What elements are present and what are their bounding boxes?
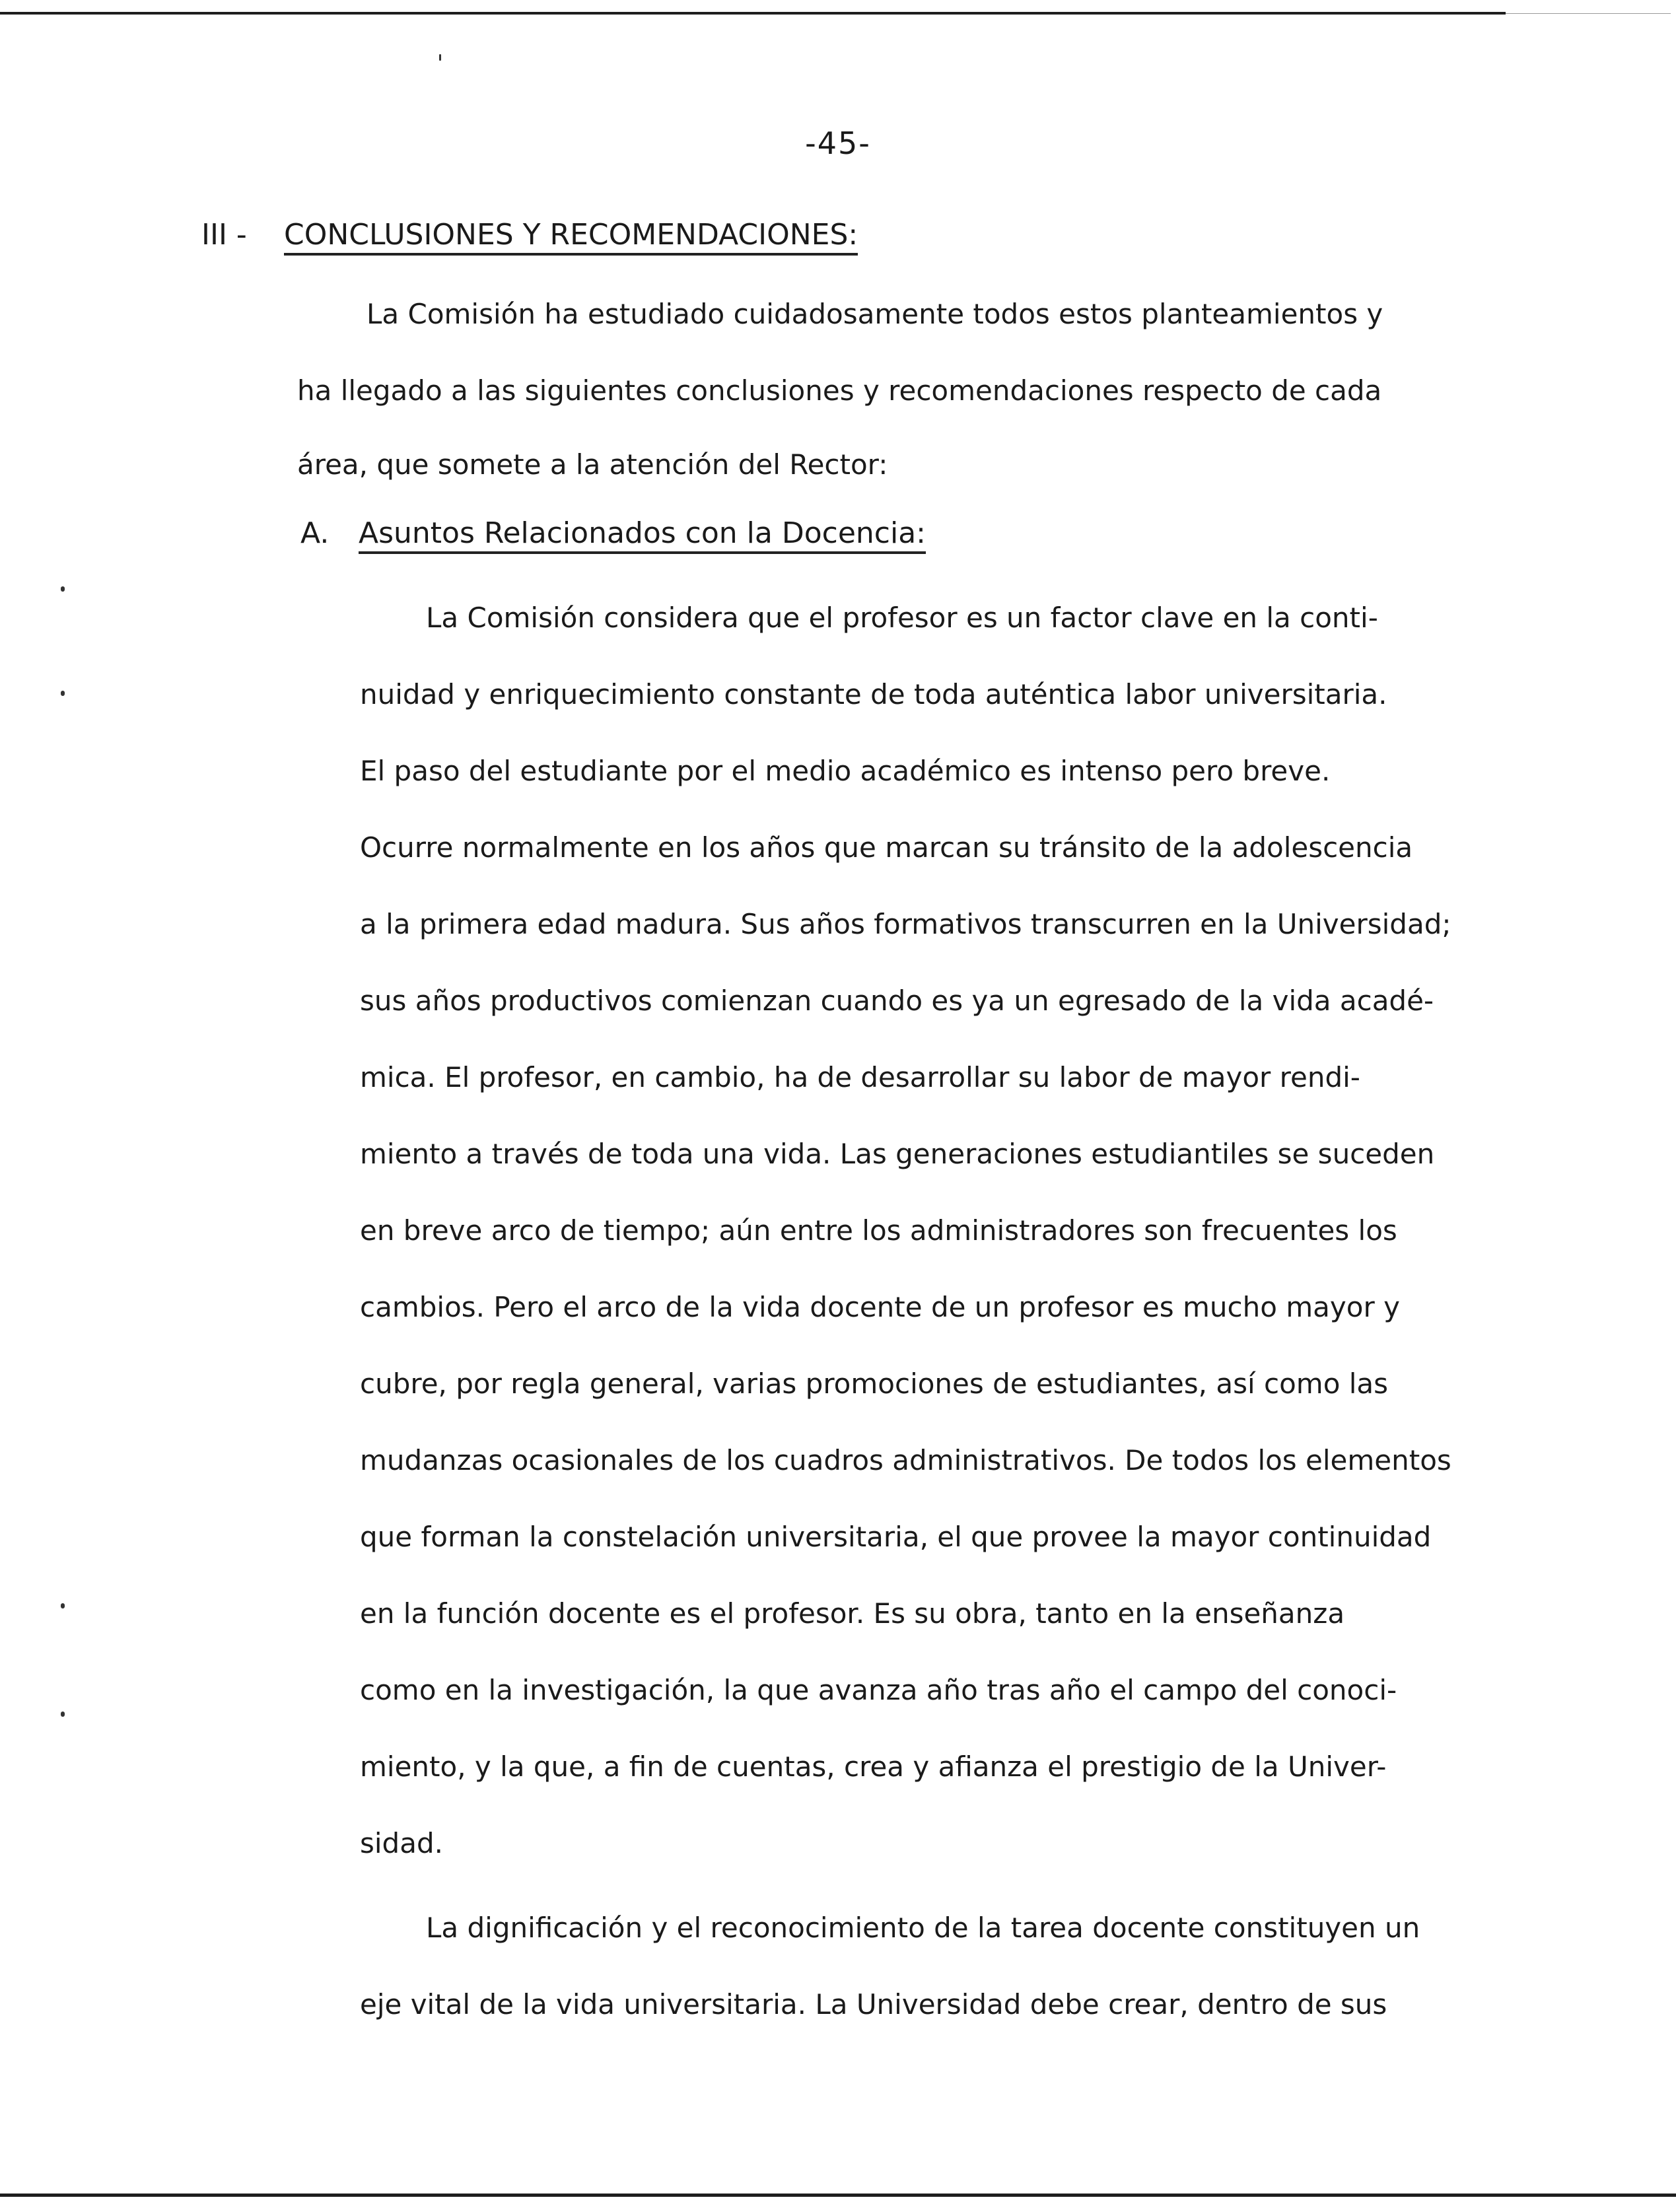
paragraph-line: El paso del estudiante por el medio académico es intenso pero breve. [360, 755, 1331, 787]
punch-hole-mark [61, 691, 65, 696]
paragraph-line: La Comisión considera que el profesor es un factor clave en la conti- [426, 602, 1378, 634]
section-heading [201, 218, 858, 256]
section-numeral: III - [201, 218, 247, 252]
bottom-border-rule [0, 2194, 1676, 2197]
paragraph-line: sidad. [360, 1827, 443, 1859]
paragraph-line: La dignificación y el reconocimiento de la tarea docente constituyen un [426, 1912, 1420, 1944]
paragraph-line: en breve arco de tiempo; aún entre los administradores son frecuentes los [360, 1214, 1397, 1247]
paragraph-line: a la primera edad madura. Sus años formativos transcurren en la Universidad; [360, 908, 1451, 940]
page-number: -45- [805, 125, 871, 161]
intro-line: área, que somete a la atención del Rector: [297, 448, 888, 481]
paragraph-line: miento, y la que, a fin de cuentas, crea y afianza el prestigio de la Univer- [360, 1750, 1387, 1783]
scan-speck [439, 54, 441, 61]
paragraph-line: miento a través de toda una vida. Las generaciones estudiantiles se suceden [360, 1138, 1435, 1170]
paragraph-line: eje vital de la vida universitaria. La Universidad debe crear, dentro de sus [360, 1988, 1387, 2021]
paragraph-line: mica. El profesor, en cambio, ha de desarrollar su labor de mayor rendi- [360, 1061, 1360, 1093]
top-border-rule-tail [1506, 13, 1671, 14]
paragraph-line: cubre, por regla general, varias promociones de estudiantes, así como las [360, 1367, 1389, 1400]
top-border-rule [0, 12, 1506, 15]
paragraph-line: nuidad y enriquecimiento constante de toda auténtica labor universitaria. [360, 678, 1387, 710]
punch-hole-mark [61, 1711, 65, 1717]
paragraph-line: Ocurre normalmente en los años que marcan su tránsito de la adolescencia [360, 831, 1413, 864]
punch-hole-mark [61, 1603, 65, 1608]
paragraph-line: cambios. Pero el arco de la vida docente de un profesor es mucho mayor y [360, 1291, 1400, 1323]
paragraph-line: sus años productivos comienzan cuando es ya un egresado de la vida acadé- [360, 985, 1434, 1017]
subsection-letter: A. [300, 516, 330, 550]
punch-hole-mark [61, 586, 65, 592]
paragraph-line: en la función docente es el profesor. Es su obra, tanto en la enseñanza [360, 1597, 1345, 1630]
paragraph-line: que forman la constelación universitaria, el que provee la mayor continuidad [360, 1521, 1432, 1553]
subsection-title: Asuntos Relacionados con la Docencia: [359, 516, 926, 554]
paragraph-line: mudanzas ocasionales de los cuadros administrativos. De todos los elementos [360, 1444, 1451, 1476]
intro-line: La Comisión ha estudiado cuidadosamente todos estos planteamientos y [367, 298, 1383, 330]
subsection-heading [300, 516, 926, 554]
paragraph-line: como en la investigación, la que avanza año tras año el campo del conoci- [360, 1674, 1397, 1706]
section-title: CONCLUSIONES Y RECOMENDACIONES: [284, 218, 858, 256]
intro-line: ha llegado a las siguientes conclusiones y recomendaciones respecto de cada [297, 374, 1382, 407]
